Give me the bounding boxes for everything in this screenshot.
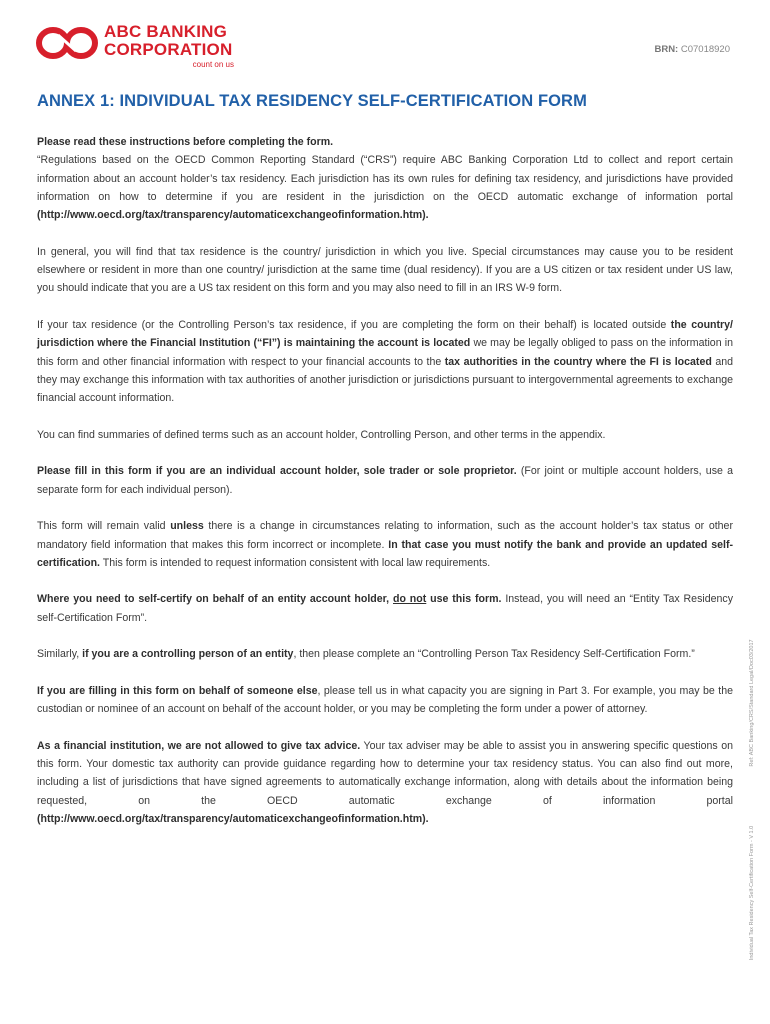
tax-residence-paragraph: In general, you will find that tax residence is the country/ jurisdiction in which you live. Special circumstances may cause you to be resident elsewhere or resident in more than one country/ jurisdiction at the same time (dual residency). If you are a US citizen or tax resident under US law, you should indicate that you are a US tax resident on this form and you may also need to fill in an IRS W-9 form. (37, 245, 733, 295)
brn-label: BRN: (654, 44, 679, 55)
logo-line-2: CORPORATION (104, 40, 233, 59)
instructions-body (37, 133, 733, 847)
side-reference-note: Ref: ABC Banking/CRS/Standard Legal/Doc03/2017 (749, 639, 755, 767)
p6-text-e: This form is intended to request information consistent with local law requirements. (100, 556, 491, 569)
p10-text-b: Your tax adviser may be able to assist you in answering specific questions on this form. Your domestic tax authority can provide guidance regarding how to determine your tax residency status. You can also find out more, including a list of jurisdictions that have signed agreements to automatically exchange information, along with details about the information being requested, on the OECD automatic exchange of information portal (37, 739, 733, 807)
side-form-version-note: Individual Tax Residency Self-Certification Form - V 1.0 (749, 825, 755, 961)
p6-text-c: there is a change in circumstances relating to information, such as the account holder’s tax status or other mandatory field information that makes this form incorrect or incomplete. (37, 520, 733, 551)
logo-text (104, 23, 234, 70)
p5-bold: Please fill in this form if you are an individual account holder, sole trader or sole proprietor. (37, 465, 517, 478)
p8-text-c: , then please complete an “Controlling Person Tax Residency Self-Certification Form.” (293, 648, 695, 661)
p10-bold-a: As a financial institution, we are not allowed to give tax advice. (37, 739, 361, 752)
instructions-heading: Please read these instructions before completing the form. (37, 136, 334, 148)
crs-regulations-text: “Regulations based on the OECD Common Reporting Standard (“CRS”) require ABC Banking Corporation Ltd to collect and report certain information about an account holder’s tax residency. Each jurisdiction has its own rules for defining tax residency, and jurisdictions have provided information on how to determine if you are resident in the jurisdiction on the OECD automatic exchange of information portal (37, 154, 733, 203)
p3-text-c: we may be legally obliged to pass on the information in this form and other financial information with respect to your financial accounts to the (37, 337, 733, 368)
p5-text: (For joint or multiple account holders, use a separate form for each individual person). (37, 465, 734, 496)
controlling-person-form-paragraph (37, 645, 733, 663)
tax-advice-paragraph (37, 737, 733, 828)
p7-bold-a: Where you need to self-certify on behalf of an entity account holder, (37, 593, 393, 606)
p7-underlined-do-not: do not (393, 593, 427, 606)
instructions-heading-paragraph (37, 133, 733, 151)
p7-text-d: Instead, you will need an “Entity Tax Residency self-Certification Form”. (37, 593, 733, 624)
logo-tagline: count on us (192, 60, 234, 69)
logo-line-1: ABC BANKING (104, 22, 228, 41)
p8-text-a: Similarly, (37, 648, 83, 661)
oecd-portal-link-2: (http://www.oecd.org/tax/transparency/automaticexchangeofinformation.htm). (37, 812, 429, 825)
page-title: ANNEX 1: INDIVIDUAL TAX RESIDENCY SELF-CERTIFICATION FORM (37, 92, 587, 110)
crs-regulations-paragraph (37, 151, 733, 224)
p6-text-a: This form will remain valid (37, 520, 171, 533)
defined-terms-paragraph: You can find summaries of defined terms such as an account holder, Controlling Person, and other terms in the appendix. (37, 428, 606, 441)
p7-bold-c: use this form. (426, 593, 502, 606)
p9-bold-a: If you are filling in this form on behalf of someone else (37, 684, 318, 697)
who-should-fill-paragraph (37, 462, 733, 499)
entity-account-paragraph (37, 590, 733, 627)
p6-bold-b: unless (170, 520, 204, 533)
p3-text-a: If your tax residence (or the Controlling Person’s tax residence, if you are completing the form on their behalf) is located outside (37, 318, 671, 331)
brn-value: C07018920 (680, 44, 730, 55)
brn-reference (654, 44, 730, 55)
controlling-person-paragraph (37, 316, 733, 407)
infinity-logo-icon (36, 26, 98, 60)
p6-bold-d: In that case you must notify the bank and provide an updated self-certification. (37, 538, 733, 569)
oecd-portal-link: (http://www.oecd.org/tax/transparency/automaticexchangeofinformation.htm). (37, 209, 429, 222)
p3-text-e: and they may exchange this information with tax authorities of another jurisdiction or jurisdictions pursuant to intergovernmental agreements to exchange financial account information. (37, 355, 734, 405)
p9-text-b: , please tell us in what capacity you are signing in Part 3. For example, you may be the custodian or nominee of an account on behalf of the account holder, or you may be completing the form under a power of attorney. (37, 684, 733, 716)
p8-bold-b: if you are a controlling person of an entity (82, 648, 294, 661)
validity-paragraph (37, 517, 733, 572)
behalf-of-someone-paragraph (37, 682, 733, 719)
p3-bold-b: the country/ jurisdiction where the Financial Institution (“FI”) is maintaining the account is located (37, 318, 733, 350)
p3-bold-d: tax authorities in the country where the FI is located (444, 355, 712, 368)
company-logo (36, 22, 256, 68)
